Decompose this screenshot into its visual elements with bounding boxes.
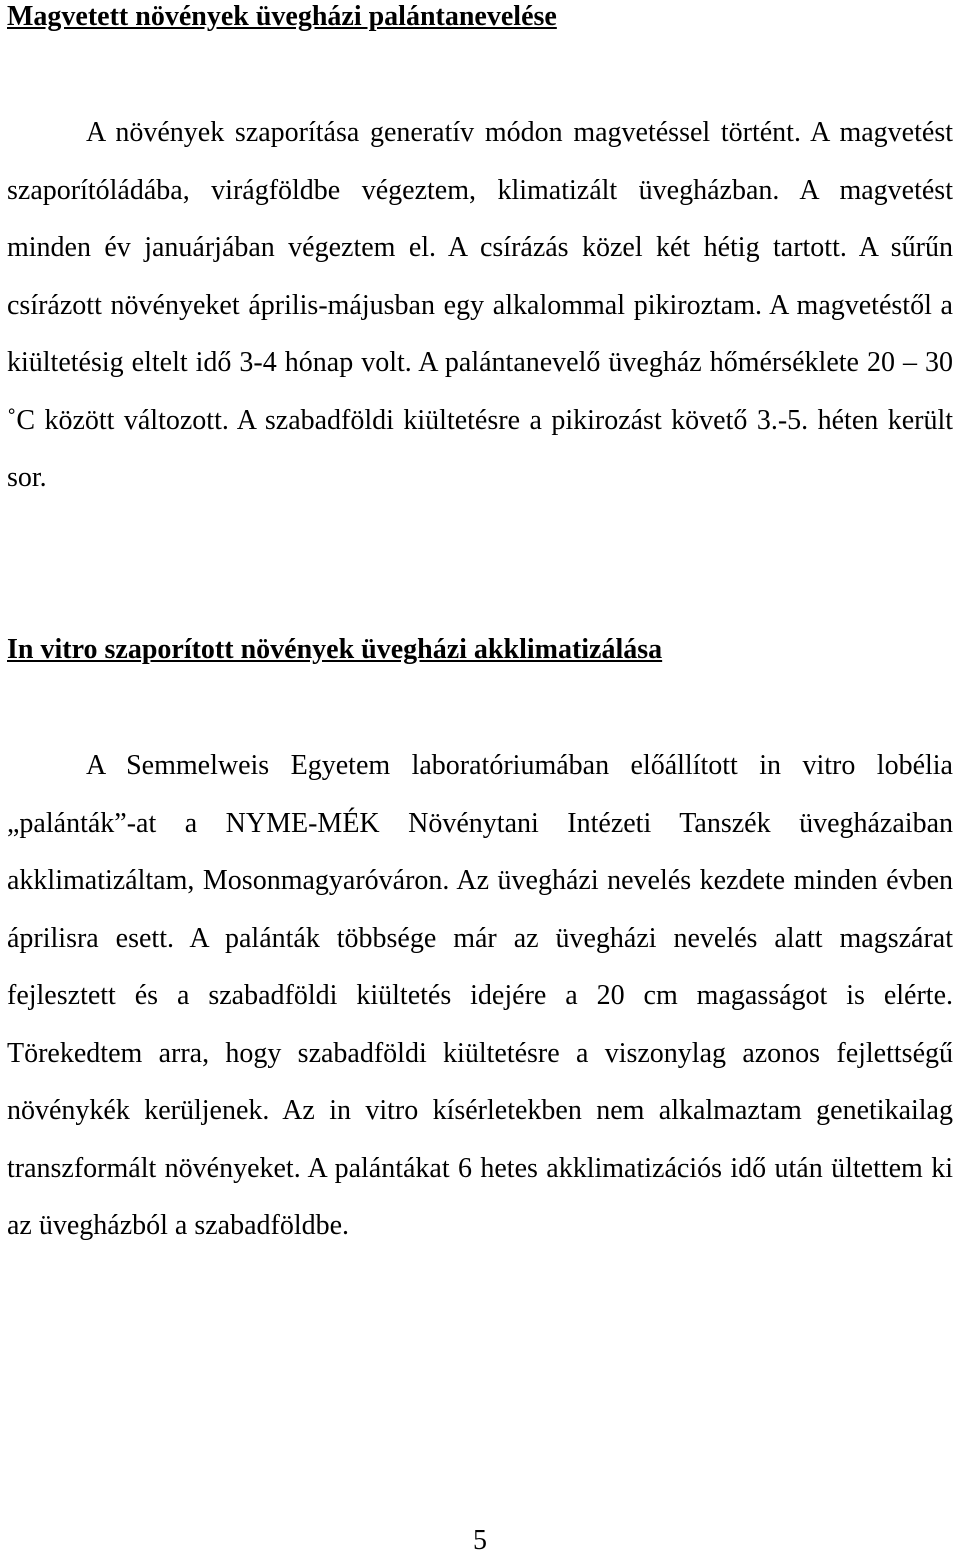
section-heading-in-vitro-acclimatization: In vitro szaporított növények üvegházi akklimatizálása: [7, 634, 663, 665]
paragraph-seed-propagation: A növények szaporítása generatív módon magvetéssel történt. A magvetést szaporítóládába, virágföldbe végeztem, klimatizált üvegházban. A magvetést minden év januárjában végeztem el. A csírázás közel két hétig tartott. A sűrűn csírázott növényeket április-májusban egy alkalommal pikiroztam. A magvetéstől a kiültetésig eltelt idő 3-4 hónap volt. A palántanevelő üvegház hőmérséklete 20 – 30 ˚C között változott. A szabadföldi kiültetésre a pikirozást követő 3.-5. héten került sor.: [7, 117, 953, 493]
section-heading-seed-propagation: Magvetett növények üvegházi palántanevelése: [7, 1, 557, 32]
page-number: 5: [473, 1525, 487, 1556]
paragraph-in-vitro-acclimatization: A Semmelweis Egyetem laboratóriumában előállított in vitro lobélia „palánták”-at a NYME-MÉK Növénytani Intézeti Tanszék üvegházaiban akklimatizáltam, Mosonmagyaróváron. Az üvegházi nevelés kezdete minden évben áprilisra esett. A palánták többsége már az üvegházi nevelés alatt magszárat fejlesztett és a szabadföldi kiültetés idejére a 20 cm magasságot is elérte. Törekedtem arra, hogy szabadföldi kiültetésre a viszonylag azonos fejlettségű növénykék kerüljenek. Az in vitro kísérletekben nem alkalmaztam genetikailag transzformált növényeket. A palántákat 6 hetes akklimatizációs idő után ültettem ki az üvegházból a szabadföldbe.: [7, 750, 953, 1241]
